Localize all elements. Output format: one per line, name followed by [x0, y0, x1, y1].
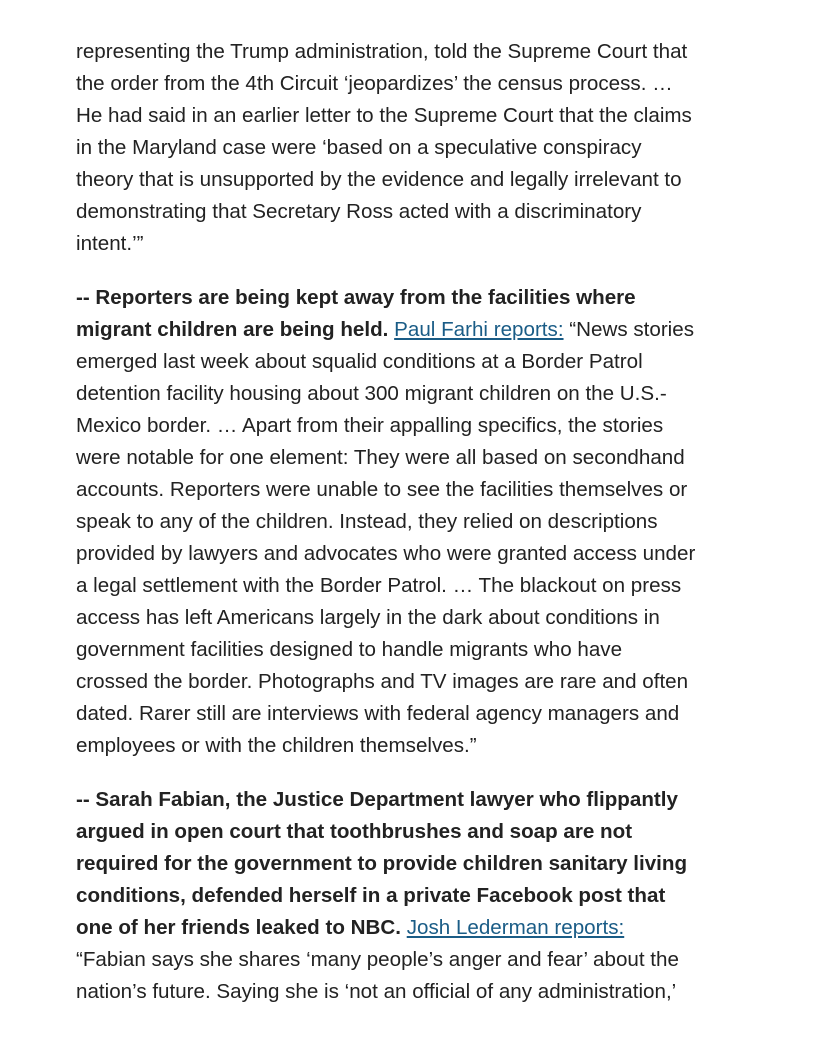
text-line: the order from the 4th Circuit ‘jeopardizes’ the census process. …	[76, 72, 673, 95]
paragraph-reporters	[76, 282, 742, 762]
paragraph-census	[76, 36, 742, 260]
quote-start: “News stories	[569, 318, 695, 341]
bold-lede: required for the government to provide children sanitary living	[76, 852, 688, 875]
text-line: speak to any of the children. Instead, they relied on descriptions	[76, 510, 658, 533]
text-line: representing the Trump administration, told the Supreme Court that	[76, 40, 688, 63]
paragraph-fabian	[76, 784, 742, 1008]
article-body	[76, 36, 742, 1030]
text-line: nation’s future. Saying she is ‘not an official of any administration,’	[76, 980, 677, 1003]
text-line	[76, 314, 742, 346]
text-line: theory that is unsupported by the evidence and legally irrelevant to	[76, 168, 682, 191]
text-line: detention facility housing about 300 migrant children on the U.S.-	[76, 382, 667, 405]
text-line: were notable for one element: They were all based on secondhand	[76, 446, 685, 469]
text-line: a legal settlement with the Border Patrol. … The blackout on press	[76, 574, 682, 597]
text-line	[76, 282, 742, 314]
text-line: provided by lawyers and advocates who were granted access under	[76, 542, 696, 565]
text-line: He had said in an earlier letter to the Supreme Court that the claims	[76, 104, 692, 127]
text-line: access has left Americans largely in the dark about conditions in	[76, 606, 660, 629]
text-line: dated. Rarer still are interviews with federal agency managers and	[76, 702, 680, 725]
bold-lede: -- Sarah Fabian, the Justice Department lawyer who flippantly	[76, 788, 678, 811]
text-line: Mexico border. … Apart from their appalling specifics, the stories	[76, 414, 664, 437]
josh-lederman-link[interactable]: Josh Lederman reports:	[406, 916, 625, 939]
text-line: accounts. Reporters were unable to see the facilities themselves or	[76, 478, 688, 501]
text-line: emerged last week about squalid conditions at a Border Patrol	[76, 350, 643, 373]
text-line: demonstrating that Secretary Ross acted with a discriminatory	[76, 200, 642, 223]
text-line	[76, 912, 742, 944]
text-line: “Fabian says she shares ‘many people’s anger and fear’ about the	[76, 948, 679, 971]
text-line	[76, 880, 742, 912]
text-line: crossed the border. Photographs and TV images are rare and often	[76, 670, 689, 693]
text-line: government facilities designed to handle migrants who have	[76, 638, 623, 661]
text-line: employees or with the children themselves.”	[76, 734, 477, 757]
paul-farhi-link[interactable]: Paul Farhi reports:	[394, 318, 564, 341]
bold-lede: conditions, defended herself in a private Facebook post that	[76, 884, 666, 907]
bold-lede: one of her friends leaked to NBC.	[76, 916, 401, 939]
bold-lede: migrant children are being held.	[76, 318, 389, 341]
bold-lede: argued in open court that toothbrushes and soap are not	[76, 820, 633, 843]
text-line	[76, 816, 742, 848]
text-line: intent.’”	[76, 232, 144, 255]
bold-lede: -- Reporters are being kept away from the facilities where	[76, 286, 636, 309]
text-line	[76, 848, 742, 880]
text-line: in the Maryland case were ‘based on a speculative conspiracy	[76, 136, 642, 159]
text-line	[76, 784, 742, 816]
